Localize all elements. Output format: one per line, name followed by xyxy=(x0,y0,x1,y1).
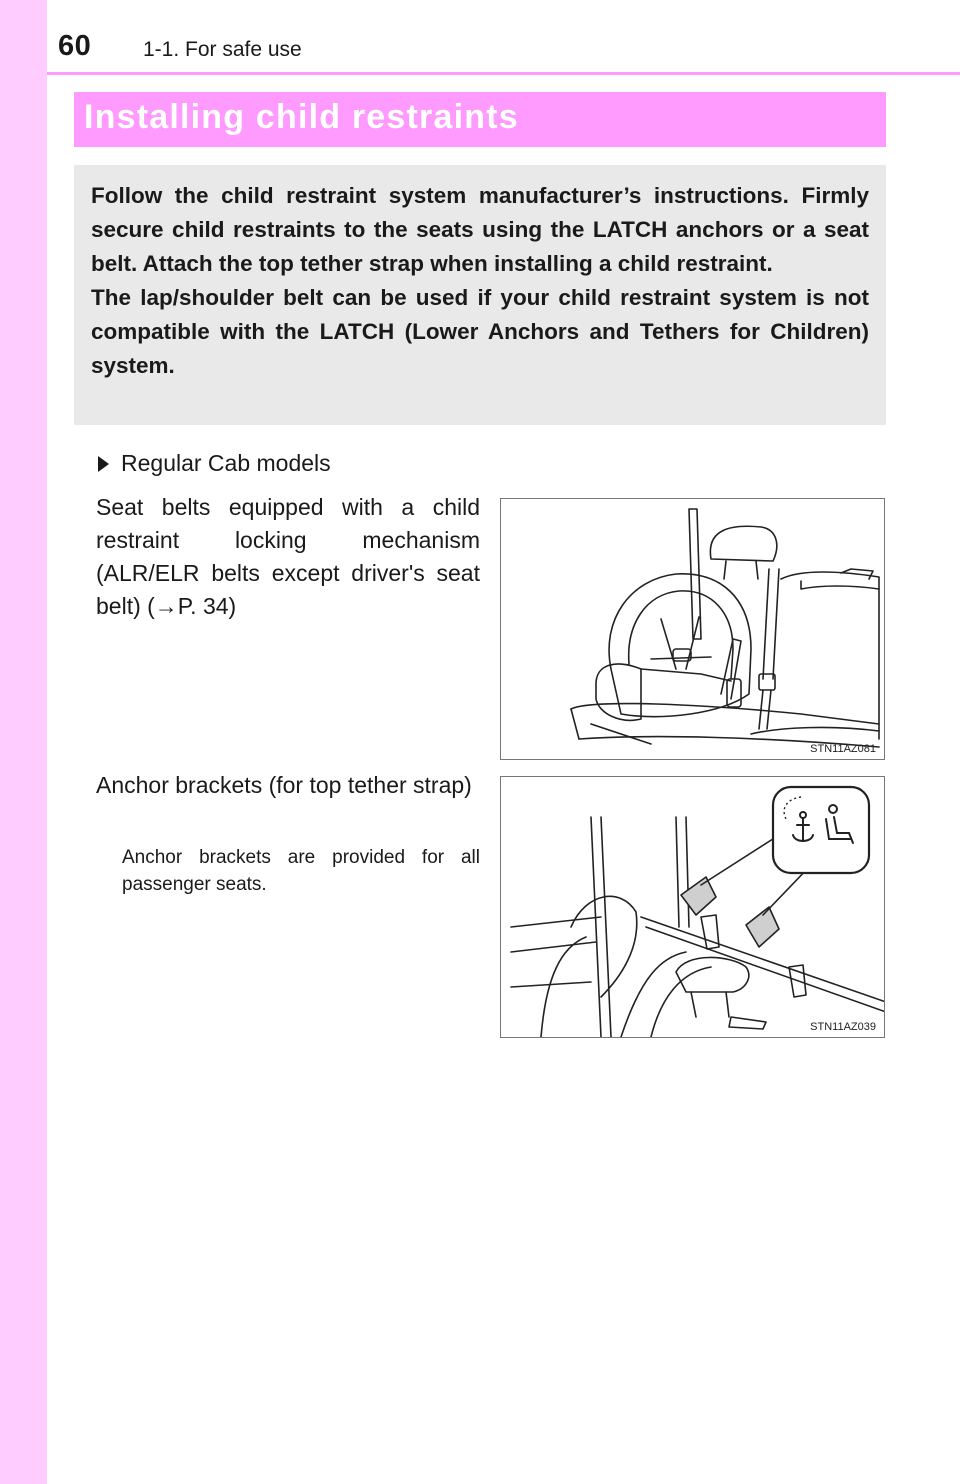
header-divider xyxy=(47,72,960,75)
child-seat-illustration xyxy=(500,498,885,760)
intro-box xyxy=(74,165,886,425)
anchor-bracket-illustration xyxy=(500,776,885,1038)
child-seat-drawing xyxy=(501,499,885,760)
regular-cab-heading-text: Regular Cab models xyxy=(121,450,331,476)
figure-code-2: STN11AZ039 xyxy=(810,1021,876,1033)
seat-belts-description: Seat belts equipped with a child restraint locking mechanism (ALR/ELR belts except driver's seat belt) (→P. 34) xyxy=(96,494,480,619)
side-color-strip xyxy=(0,0,47,1484)
intro-paragraph-2: The lap/shoulder belt can be used if your child restraint system is not compatible with the LATCH (Lower Anchors and Tethers for Children) system. xyxy=(91,285,869,378)
page-title: Installing child restraints xyxy=(84,98,519,136)
figure-code-1: STN11AZ081 xyxy=(810,743,876,755)
section-title-bar xyxy=(74,92,886,147)
anchor-brackets-note: Anchor brackets are provided for all passenger seats. xyxy=(122,847,480,895)
anchor-bracket-drawing xyxy=(501,777,885,1038)
triangle-bullet-icon xyxy=(98,456,109,472)
intro-paragraph-1: Follow the child restraint system manufacturer’s instructions. Firmly secure child restraints to the seats using the LATCH anchors or a seat belt. Attach the top tether strap when installing a child restraint. xyxy=(91,183,869,276)
section-label: 1-1. For safe use xyxy=(143,38,302,61)
anchor-brackets-heading: Anchor brackets (for top tether strap) xyxy=(96,772,472,798)
page-number: 60 xyxy=(58,30,92,62)
regular-cab-heading xyxy=(98,450,331,477)
